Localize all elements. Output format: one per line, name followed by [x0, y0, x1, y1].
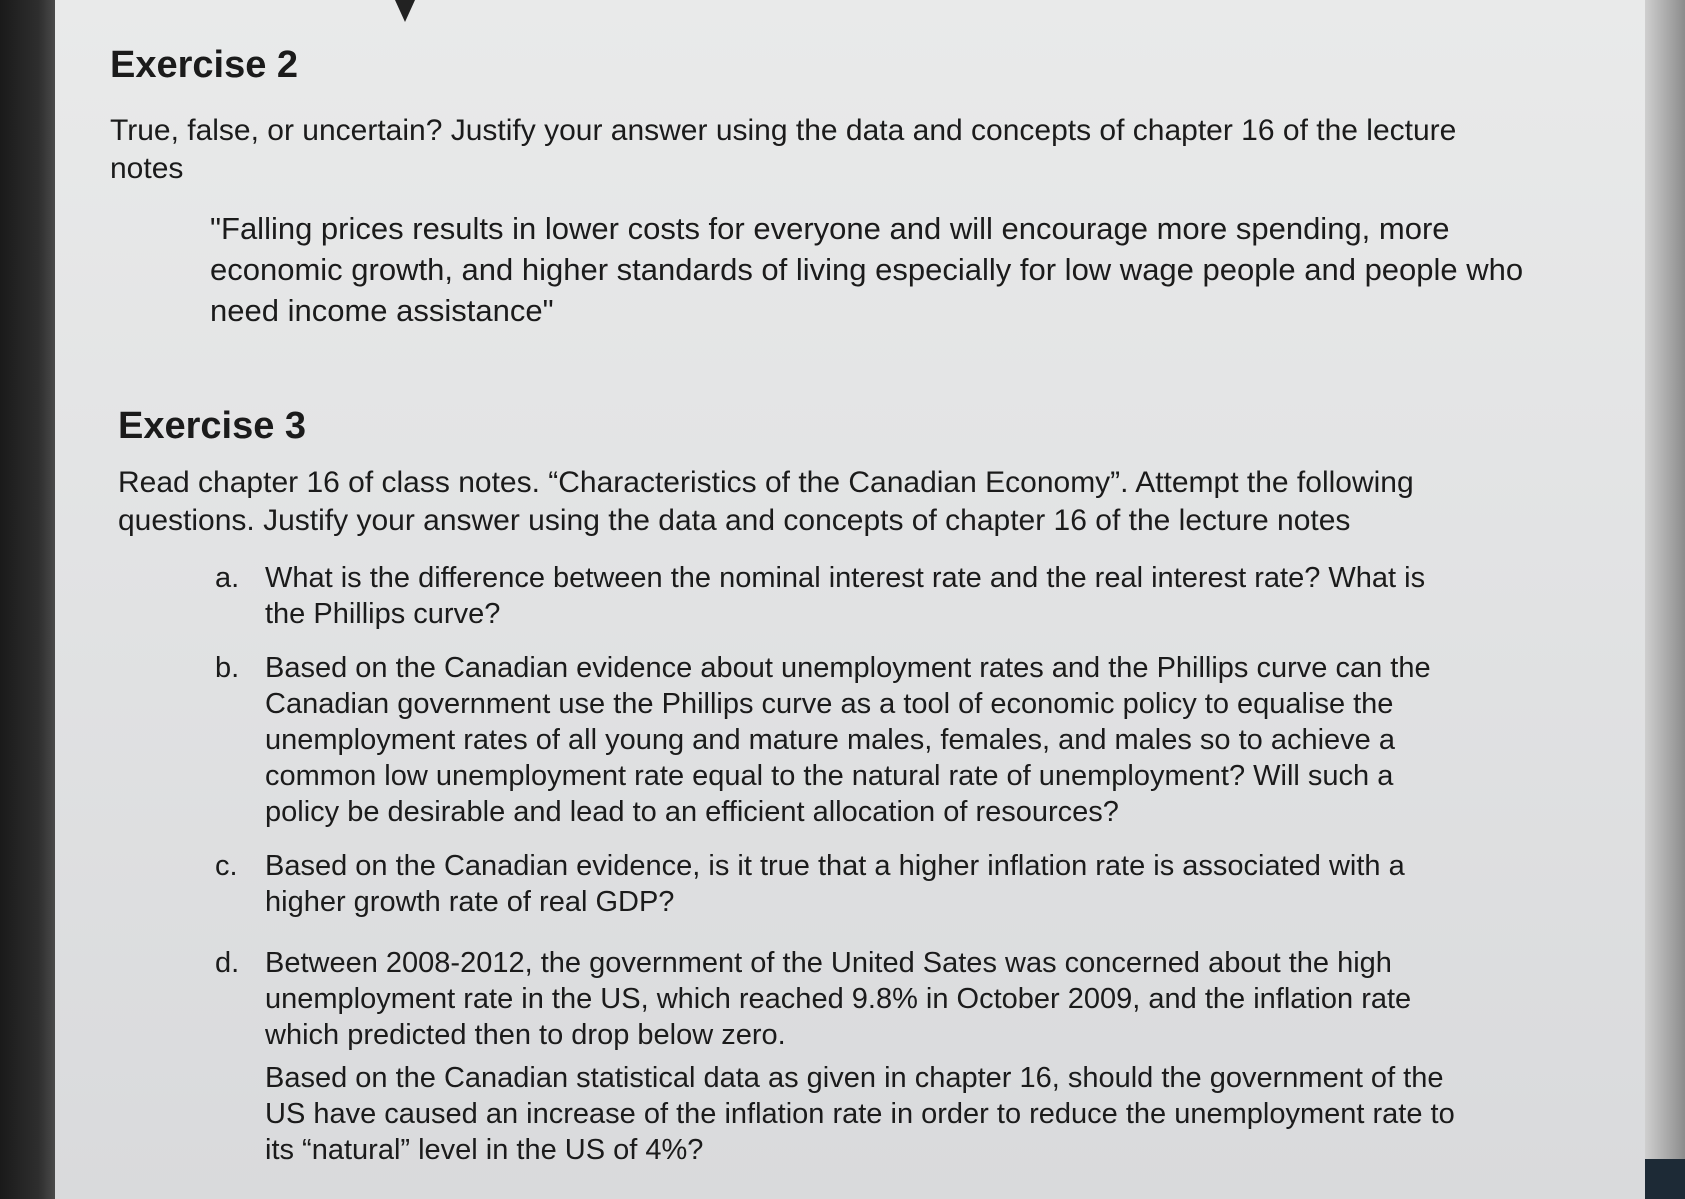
- monitor-bezel-left: [0, 0, 55, 1199]
- exercise-2-quote: "Falling prices results in lower costs for everyone and will encourage more spending, more economic growth, and higher standards of living especially for low wage people and people who need income assistance": [210, 211, 1524, 328]
- exercise-3-title: Exercise 3: [118, 405, 307, 447]
- exercise-2-title: Exercise 2: [110, 44, 299, 86]
- question-marker: a.: [215, 562, 240, 594]
- question-text: What is the difference between the nominal interest rate and the real interest rate? What is the Phillips curve?: [265, 562, 1426, 630]
- exercise-3-intro: Read chapter 16 of class notes. “Characteristics of the Canadian Economy”. Attempt the following questions. Justify your answer using the data and concepts of chapter 16 of the lecture notes: [118, 466, 1414, 537]
- mouse-cursor-icon: [395, 0, 415, 22]
- document-page: [55, 0, 1645, 1199]
- question-marker: b.: [215, 652, 240, 684]
- exercise-2-prompt: True, false, or uncertain? Justify your answer using the data and concepts of chapter 16 of the lecture notes: [110, 114, 1457, 185]
- monitor-bezel-right: [1645, 0, 1685, 1199]
- question-text: Between 2008-2012, the government of the United Sates was concerned about the high unemployment rate in the US, which reached 9.8% in October 2009, and the inflation rate which predicted then to drop below zero.: [265, 947, 1412, 1051]
- question-marker: d.: [215, 947, 240, 979]
- question-text: Based on the Canadian evidence about unemployment rates and the Phillips curve can the Canadian government use the Phillips curve as a tool of economic policy to equalise the unemployment rates of all young and mature males, females, and males so to achieve a common low unemployment rate equal to the natural rate of unemployment? Will such a policy be desirable and lead to an efficient allocation of resources?: [265, 652, 1431, 828]
- question-marker: c.: [215, 850, 238, 882]
- question-text: Based on the Canadian evidence, is it true that a higher inflation rate is associated with a higher growth rate of real GDP?: [265, 850, 1405, 918]
- question-d-followup: Based on the Canadian statistical data as given in chapter 16, should the government of the US have caused an increase of the inflation rate in order to reduce the unemployment rate to its “natural” level in the US of 4%?: [265, 1062, 1455, 1166]
